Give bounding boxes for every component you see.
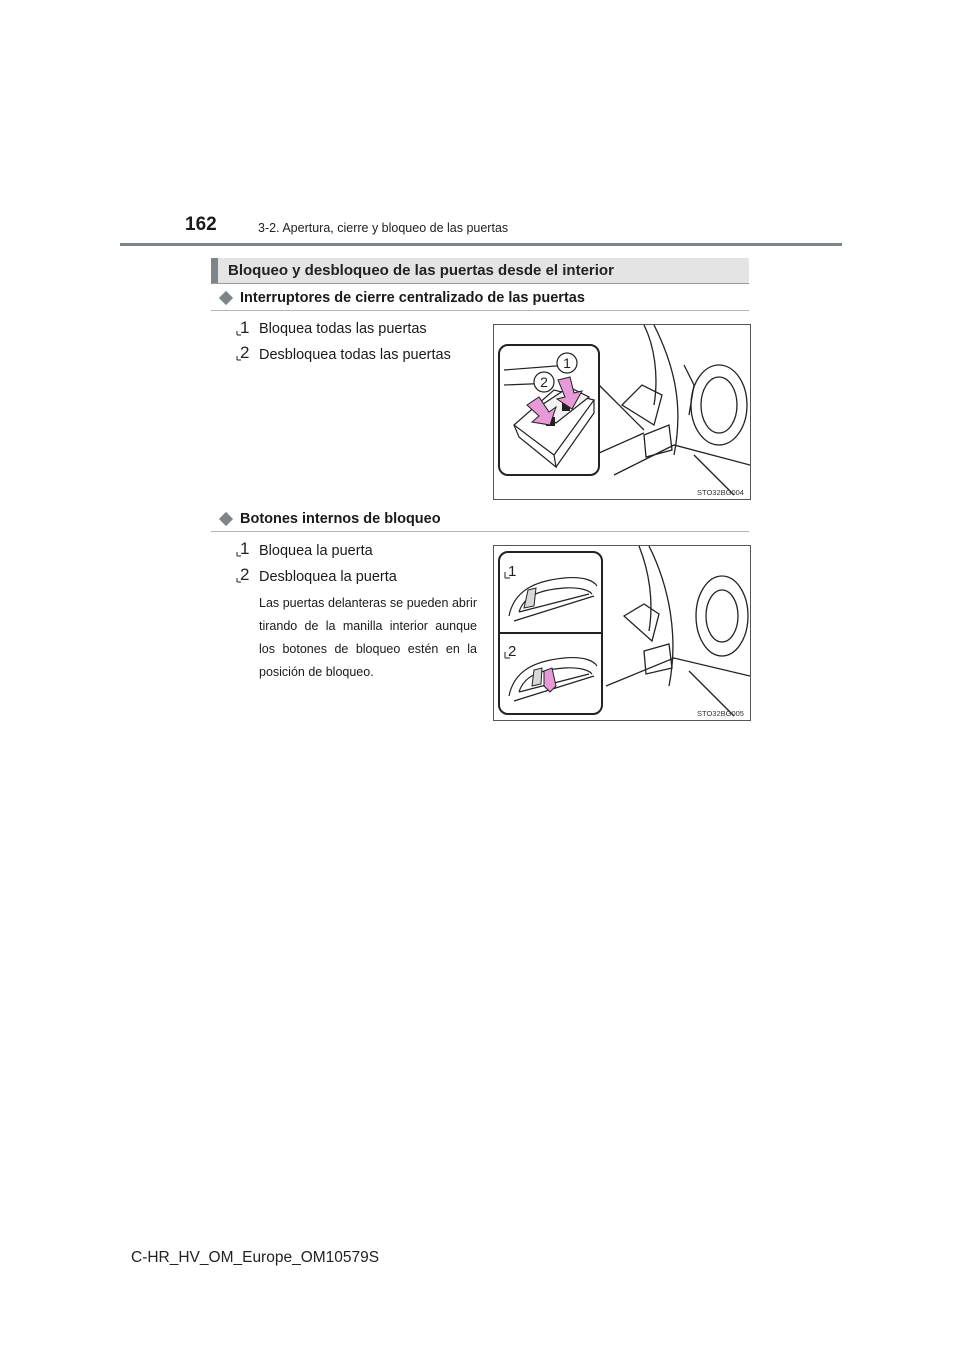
note-paragraph: Las puertas delanteras se pueden abrir tirando de la manilla interior aunque los botones de bloqueo estén en la posición de bloqueo.: [259, 596, 477, 679]
figure-inside-lock-buttons: [493, 545, 751, 721]
section-title: Bloqueo y desbloqueo de las puertas desde el interior: [228, 262, 614, 279]
page-number: 162: [185, 214, 217, 235]
item-text: Desbloquea la puerta: [259, 569, 397, 585]
number-1-icon: [236, 318, 252, 336]
footer-manual-code: C-HR_HV_OM_Europe_OM10579S: [131, 1249, 380, 1266]
number-2-icon: [236, 343, 252, 361]
figure-drawing: [494, 325, 750, 499]
item-text: Bloquea la puerta: [259, 543, 373, 559]
figure-code: STO32BG004: [697, 488, 744, 497]
header-rule: [120, 243, 842, 246]
number-2-icon: [236, 565, 252, 583]
lock-knob-unlocked: [532, 668, 542, 686]
svg-text:2: 2: [240, 343, 250, 361]
figure-drawing: [494, 546, 750, 720]
subsection-heading-text: Botones internos de bloqueo: [240, 511, 441, 527]
item-text: Bloquea todas las puertas: [259, 321, 427, 337]
figure-code: STO32BG005: [697, 709, 744, 718]
section-heading-bar: [211, 258, 749, 284]
callout-2-label: 2: [508, 643, 517, 660]
callout-2-label: 2: [540, 374, 548, 390]
diamond-bullet-icon: [219, 512, 233, 526]
callout-1-label: 1: [508, 563, 517, 580]
subsection-rule: [211, 310, 749, 311]
svg-text:2: 2: [240, 565, 250, 583]
subsection-heading-central-locking: [218, 290, 585, 306]
section-rule: [211, 283, 749, 284]
subsection-heading-lock-buttons: [218, 511, 441, 527]
section-accent: [211, 258, 218, 284]
number-1-icon: [236, 539, 252, 557]
diamond-bullet-icon: [219, 291, 233, 305]
svg-text:1: 1: [240, 318, 250, 336]
chapter-title: 3-2. Apertura, cierre y bloqueo de las puertas: [258, 221, 509, 235]
item-text: Desbloquea todas las puertas: [259, 347, 451, 363]
subsection-heading-text: Interruptores de cierre centralizado de las puertas: [240, 290, 585, 306]
figure-central-locking-switch: [493, 324, 751, 500]
subsection-rule: [211, 531, 749, 532]
callout-1-label: 1: [563, 355, 571, 371]
svg-text:1: 1: [240, 539, 250, 557]
